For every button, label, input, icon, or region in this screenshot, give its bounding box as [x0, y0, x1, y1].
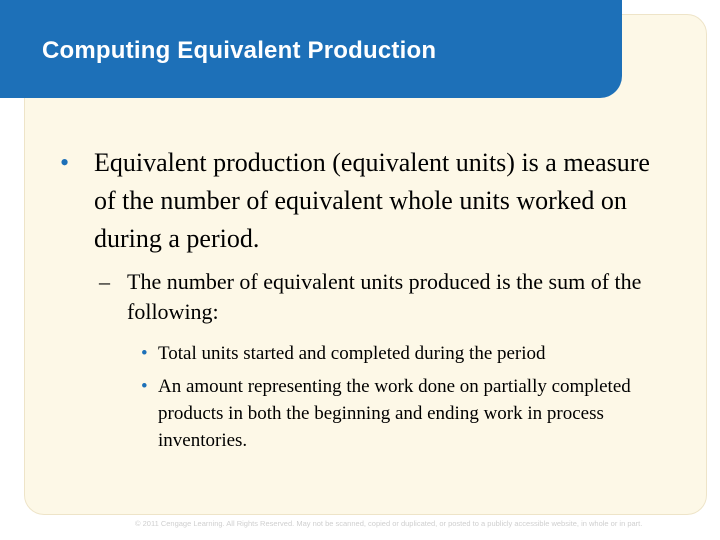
bullet-level-2: [99, 267, 679, 327]
bullet-level-3: [141, 340, 681, 367]
bullet-level-3: [141, 373, 681, 454]
copyright-footer: © 2011 Cengage Learning. All Rights Reserved. May not be scanned, copied or duplicated, or posted to a publicly accessible website, in whole or in part.: [135, 519, 643, 528]
page-title: Computing Equivalent Production: [42, 37, 437, 64]
bullet-text: Equivalent production (equivalent units) is a measure of the number of equivalent whole units worked on during a period.: [94, 148, 650, 253]
dash-marker: –: [99, 269, 110, 294]
bullet-marker: •: [141, 343, 148, 364]
sub-sub-bullet-text: Total units started and completed during the period: [158, 343, 546, 364]
bullet-marker: •: [60, 148, 70, 177]
bullet-marker: •: [141, 376, 148, 397]
sub-bullet-text: The number of equivalent units produced is the sum of the following:: [127, 269, 642, 324]
sub-sub-bullet-text: An amount representing the work done on partially completed products in both the beginning and ending work in process inventories.: [158, 376, 631, 451]
bullet-level-1: [60, 144, 660, 258]
